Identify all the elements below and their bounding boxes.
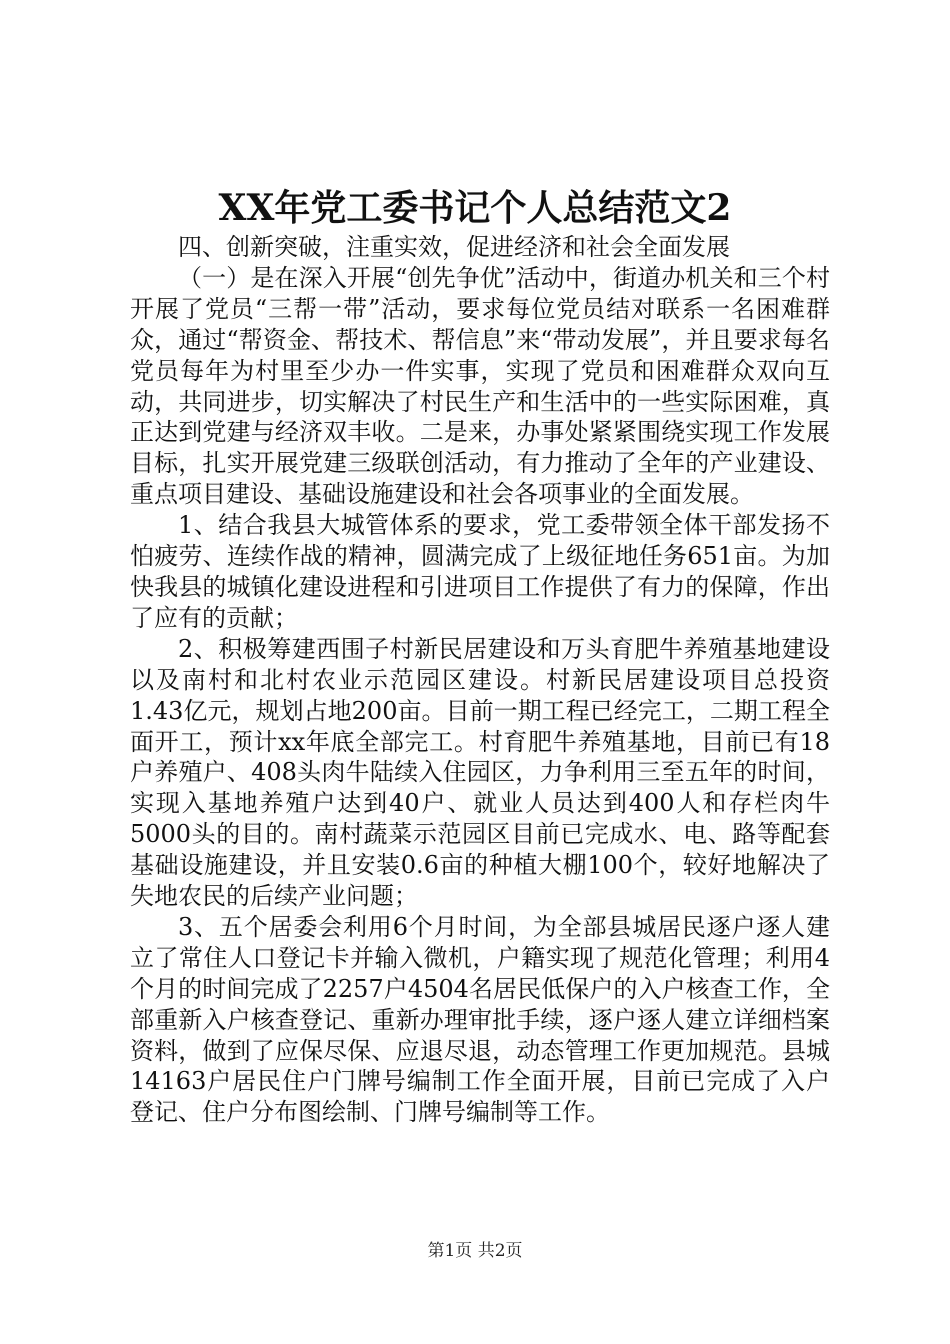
document-title: XX年党工委书记个人总结范文2 [218, 187, 732, 229]
paragraph-3: 2、积极筹建西围子村新民居建设和万头育肥牛养殖基地建设以及南村和北村农业示范园区建设。村新民居建设项目总投资1.43亿元，规划占地200亩。目前一期工程已经完工，二期工程全面开工，预计xx年底全部完工。村育肥牛养殖基地，目前已有18户养殖户、408头肉牛陆续入住园区，力争利用三至五年的时间，实现入基地养殖户达到40户、就业人员达到400人和存栏肉牛5000头的目的。南村蔬菜示范园区目前已完成水、电、路等配套基础设施建设，并且安装0.6亩的种植大棚100个，较好地解决了失地农民的后续产业问题； [130, 634, 830, 911]
paragraph-1: （一）是在深入开展“创先争优”活动中，街道办机关和三个村开展了党员“三帮一带”活动，要求每位党员结对联系一名困难群众，通过“帮资金、帮技术、帮信息”来“带动发展”，并且要求每名党员每年为村里至少办一件实事，实现了党员和困难群众双向互动，共同进步，切实解决了村民生产和生活中的一些实际困难，真正达到党建与经济双丰收。二是来，办事处紧紧围绕实现工作发展目标，扎实开展党建三级联创活动，有力推动了全年的产业建设、重点项目建设、基础设施建设和社会各项事业的全面发展。 [130, 263, 830, 509]
document-body [130, 232, 830, 1128]
paragraph-4: 3、五个居委会利用6个月时间，为全部县城居民逐户逐人建立了常住人口登记卡并输入微机，户籍实现了规范化管理；利用4个月的时间完成了2257户4504名居民低保户的入户核查工作，全部重新入户核查登记、重新办理审批手续，逐户逐人建立详细档案资料，做到了应保尽保、应退尽退，动态管理工作更加规范。县城14163户居民住户门牌号编制工作全面开展，目前已完成了入户登记、住户分布图绘制、门牌号编制等工作。 [130, 912, 830, 1127]
section-heading: 四、创新突破，注重实效，促进经济和社会全面发展 [178, 233, 730, 261]
page-footer: 第1页 共2页 [427, 1241, 523, 1261]
paragraph-2: 1、结合我县大城管体系的要求，党工委带领全体干部发扬不怕疲劳、连续作战的精神，圆满完成了上级征地任务651亩。为加快我县的城镇化建设进程和引进项目工作提供了有力的保障，作出了应有的贡献； [130, 511, 830, 632]
